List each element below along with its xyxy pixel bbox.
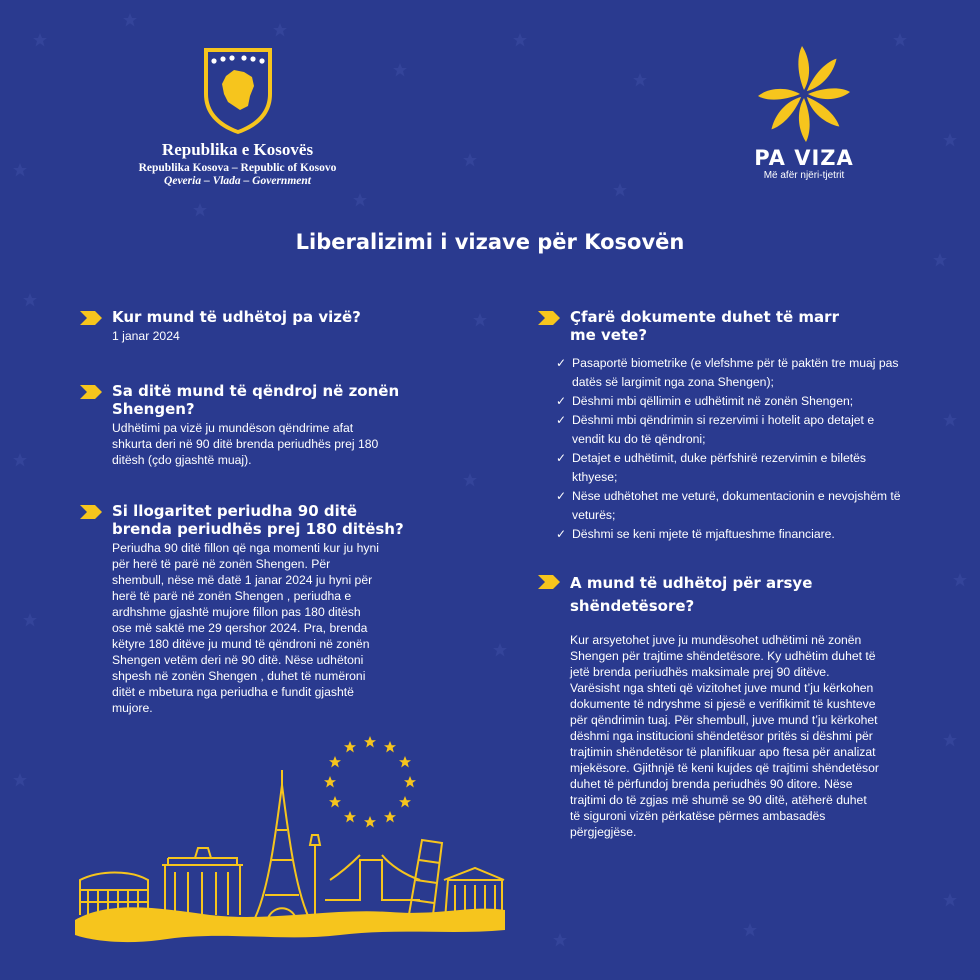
european-landmarks-illustration <box>70 730 510 945</box>
brand-name: PA VIZA <box>754 146 854 170</box>
faq-answer: Periudha 90 ditë fillon që nga momenti kur ju hyni për herë të parë në zonën Shengen. Për shembull, nëse më datë 1 janar 2024 ju hyni për herë të parë në zonën Shengen , periudha e ardhshme gjashtë mujore fillon pas 180 ditësh ose më saktë me 29 qershor 2024. Pra, brenda këtyre 180 ditëve ju mund të qëndroni në zonën Shengen vetëm deri në 90 ditë. Nëse udhëtoni shpesh në zonën Shengen , duhet të numëroni ditët e mbetura nga periudha e fundit gjashtë mujore. <box>112 541 379 715</box>
check-icon: ✓ <box>556 489 567 503</box>
faq-item <box>80 382 420 468</box>
list-item: ✓ Dëshmi mbi qëllimin e udhëtimit në zonën Shengen; <box>556 392 901 411</box>
list-item: ✓ Pasaportë biometrike (e vlefshme për të paktën tre muaj pas datës së largimit nga zona Shengen); <box>556 356 899 389</box>
government-subtitle: Republika Kosova – Republic of Kosovo <box>138 162 337 174</box>
faq-question: Kur mund të udhëtoj pa vizë? <box>112 308 361 326</box>
list-item: ✓ Dëshmi se keni mjete të mjaftueshme financiare. <box>556 525 901 544</box>
arrow-bullet-icon <box>80 505 106 519</box>
documents-checklist <box>556 354 901 544</box>
pa-viza-logo <box>740 44 868 181</box>
list-item: ✓ Dëshmi mbi qëndrimin si rezervimi i hotelit apo detajet e vendit ku do të qëndroni; <box>556 413 875 446</box>
health-answer: Kur arsyetohet juve ju mundësohet udhëtimi në zonën Shengen për trajtime shëndetësore. Ky udhëtim duhet të jetë brenda periudhës maksimale prej 90 ditëve. Varësisht nga shteti që vizitohet juve mund t’ju kërkohen dokumente të ndryshme si pjesë e verifikimit të kushteve për qëndrimin tuaj. Për shembull, juve mund t’ju kërkohet dëshmi nga institucioni shëndetësor pritës si dëshmi për trajtimin shëndetësor të planifikuar apo ftesa për analizat mjekësore. Gjithnjë të keni kujdes që trajtimi shëndetësor duhet të përfundoj brenda periudhës 90 ditore. Nëse trajtimi do të zgjas më shumë se 90 ditë, atëherë duhet të siguroni vizën përkatëse përmes ambasadës përgjegjëse. <box>570 633 879 839</box>
list-item: ✓ Detajet e udhëtimit, duke përfshirë rezervimin e biletës kthyese; <box>556 451 866 484</box>
page-title: Liberalizimi i vizave për Kosovën <box>295 230 685 254</box>
check-icon: ✓ <box>556 356 567 370</box>
faq-item <box>80 502 420 716</box>
pinwheel-logo-icon <box>758 44 850 144</box>
health-question: A mund të udhëtoj për arsye shëndetësore? <box>570 574 813 615</box>
arrow-bullet-icon <box>80 311 106 325</box>
faq-right-column <box>538 308 908 840</box>
faq-left-column <box>80 308 420 716</box>
arrow-bullet-icon <box>538 575 564 589</box>
list-item: ✓ Nëse udhëtohet me veturë, dokumentacionin e nevojshëm të veturës; <box>556 489 901 522</box>
arrow-bullet-icon <box>80 385 106 399</box>
arrow-bullet-icon <box>538 311 564 325</box>
kosovo-crest-icon <box>198 44 278 136</box>
government-subtitle-2: Qeveria – Vlada – Government <box>164 175 311 187</box>
check-icon: ✓ <box>556 394 567 408</box>
documents-question: Çfarë dokumente duhet të marr me vete? <box>570 308 839 344</box>
check-icon: ✓ <box>556 413 567 427</box>
faq-question: Si llogaritet periudha 90 ditë brenda periudhës prej 180 ditësh? <box>112 502 404 538</box>
health-section <box>538 572 908 840</box>
check-icon: ✓ <box>556 451 567 465</box>
government-header <box>120 44 355 187</box>
faq-item <box>80 308 420 344</box>
eu-stars-icon <box>324 736 416 828</box>
faq-question: Sa ditë mund të qëndroj në zonën Shengen? <box>112 382 400 418</box>
faq-answer: Udhëtimi pa vizë ju mundëson qëndrime afat shkurta deri në 90 ditë brenda periudhës prej 180 ditësh (çdo gjashtë muaj). <box>112 421 379 467</box>
government-title: Republika e Kosovës <box>161 140 314 159</box>
brand-tagline: Më afër njëri-tjetrit <box>763 170 845 181</box>
check-icon: ✓ <box>556 527 567 541</box>
faq-answer: 1 janar 2024 <box>112 329 180 343</box>
documents-section <box>538 308 908 544</box>
